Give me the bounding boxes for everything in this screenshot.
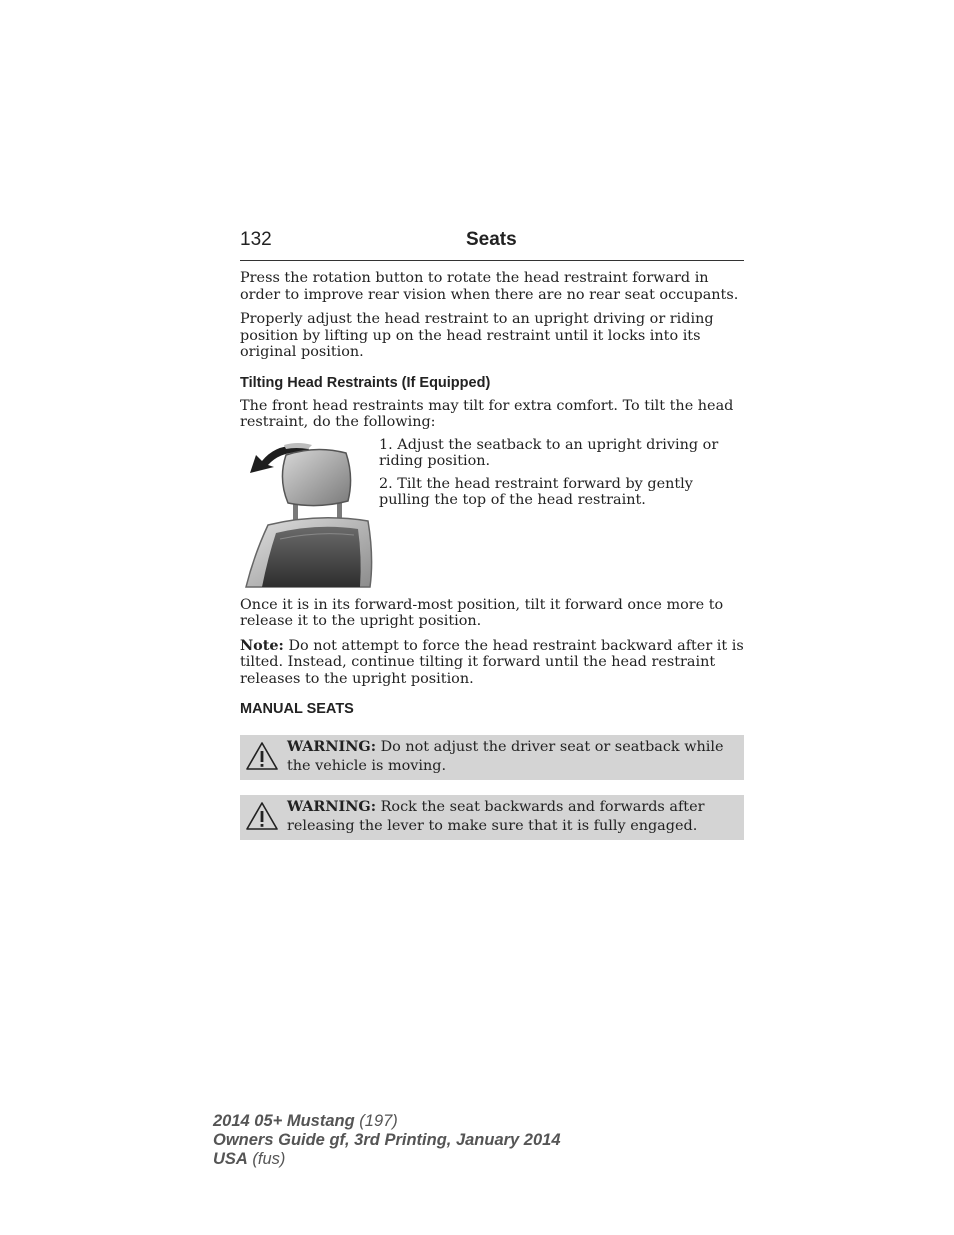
warning-box — [240, 795, 744, 840]
warning-text — [287, 798, 734, 835]
footer-line-3 — [213, 1150, 561, 1169]
warning-box — [240, 735, 744, 780]
tilting-heading: Tilting Head Restraints (If Equipped) — [240, 374, 491, 391]
head-restraint-tilt-illustration — [240, 437, 378, 589]
warning-label: WARNING: — [287, 798, 377, 815]
warning-body: Do not adjust the driver seat or seatback while the vehicle is moving. — [287, 739, 724, 774]
warning-text — [287, 738, 734, 775]
footer-region-code: (fus) — [247, 1150, 286, 1168]
footer-guide: Owners Guide gf, 3rd Printing, January 2014 — [213, 1131, 561, 1149]
note-paragraph — [240, 638, 744, 688]
step-1: 1. Adjust the seatback to an upright driving or riding position. — [379, 436, 719, 469]
note-label: Note: — [240, 636, 284, 654]
footer-line-2 — [213, 1131, 561, 1150]
page-footer — [213, 1112, 561, 1169]
warning-triangle-icon — [245, 741, 279, 771]
manual-seats-heading: MANUAL SEATS — [240, 701, 354, 717]
step-2: 2. Tilt the head restraint forward by gently pulling the top of the head restraint. — [379, 475, 693, 508]
tilt-steps — [379, 437, 744, 589]
footer-model: 2014 05+ Mustang — [213, 1112, 355, 1130]
footer-code: (197) — [354, 1112, 398, 1130]
paragraph-adjust: Properly adjust the head restraint to an upright driving or riding position by lifting up on the head restraint until it locks into its original position. — [240, 311, 714, 360]
paragraph-rotation: Press the rotation button to rotate the head restraint forward in order to improve rear vision when there are no rear seat occupants. — [240, 270, 739, 303]
warning-body: Rock the seat backwards and forwards after releasing the lever to make sure that it is fully engaged. — [287, 799, 705, 834]
footer-region: USA — [213, 1150, 248, 1168]
footer-line-1 — [213, 1112, 561, 1131]
page-header — [240, 229, 744, 261]
paragraph-release: Once it is in its forward-most position, tilt it forward once more to release it to the upright position. — [240, 596, 724, 629]
warning-triangle-icon — [245, 801, 279, 831]
tilting-intro: The front head restraints may tilt for extra comfort. To tilt the head restraint, do the following: — [240, 397, 734, 430]
page-content — [240, 229, 744, 840]
page-number: 132 — [240, 229, 272, 250]
figure-with-steps — [240, 437, 744, 589]
note-text: Do not attempt to force the head restraint backward after it is tilted. Instead, continue tilting it forward until the head restraint releases to the upright position. — [240, 637, 744, 687]
warning-label: WARNING: — [287, 738, 377, 755]
section-title: Seats — [466, 229, 517, 250]
